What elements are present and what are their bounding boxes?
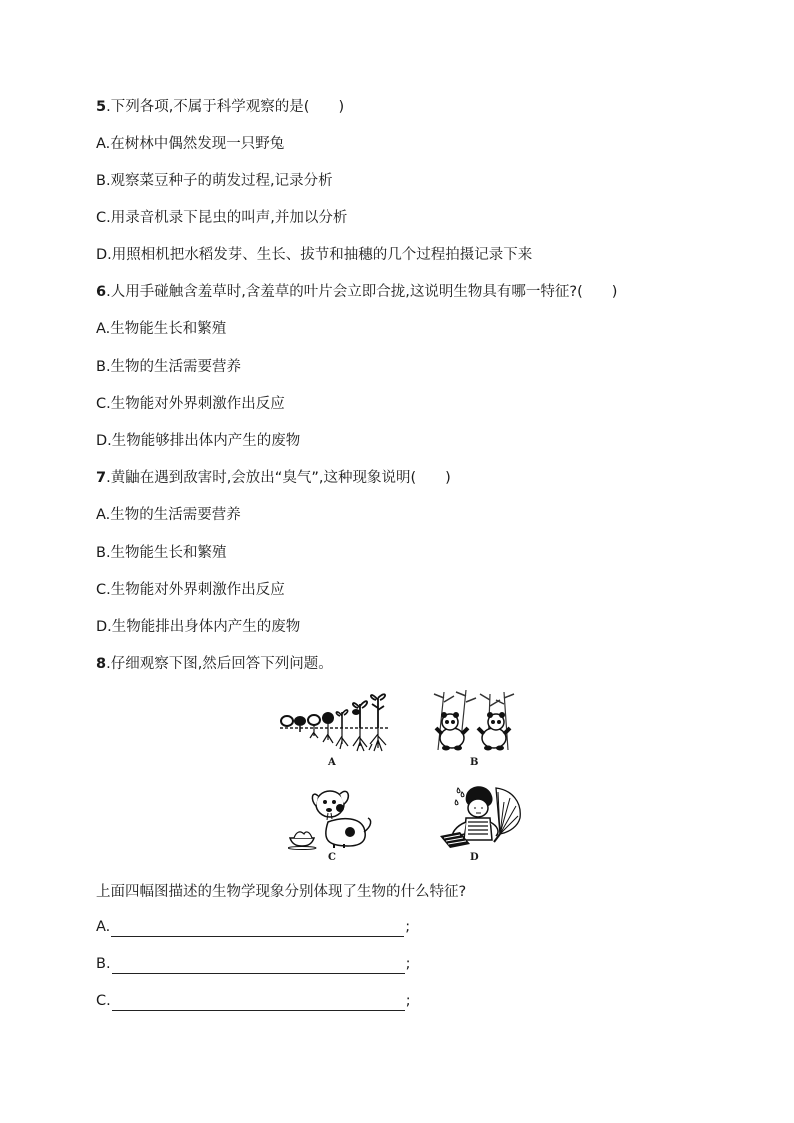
- answer-blank-c[interactable]: [112, 996, 405, 1011]
- question-6-option-c: C.生物能对外界刺激作出反应: [96, 396, 285, 412]
- sub-question: 上面四幅图描述的生物学现象分别体现了生物的什么特征?: [96, 884, 467, 900]
- figure-c-label: C: [328, 852, 336, 863]
- question-5-option-d: D.用照相机把水稻发芽、生长、拔节和抽穗的几个过程拍摄记录下来: [96, 247, 533, 263]
- answer-label-b: B.: [96, 956, 111, 972]
- figure-b-pandas-eating: [430, 688, 516, 754]
- figure-a-seed-germination: [278, 688, 390, 754]
- question-7-option-b: B.生物能生长和繁殖: [96, 545, 227, 561]
- question-6-stem: 6.人用手碰触含羞草时,含羞草的叶片会立即合拢,这说明生物具有哪一特征?( ): [96, 284, 618, 300]
- question-6-option-b: B.生物的生活需要营养: [96, 359, 242, 375]
- answer-end-c: ;: [405, 993, 411, 1009]
- figure-b-label: B: [470, 757, 479, 768]
- answer-row-a: [96, 917, 410, 937]
- question-5-option-b: B.观察菜豆种子的萌发过程,记录分析: [96, 173, 333, 189]
- answer-row-c: [96, 991, 411, 1011]
- answer-label-a: A.: [96, 919, 111, 935]
- answer-label-c: C.: [96, 993, 111, 1009]
- question-8-stem: 8.仔细观察下图,然后回答下列问题。: [96, 656, 333, 672]
- question-5-stem: 5.下列各项,不属于科学观察的是( ): [96, 99, 345, 115]
- answer-row-b: [96, 954, 410, 974]
- figure-d-label: D: [470, 852, 479, 863]
- answer-blank-a[interactable]: [111, 922, 404, 937]
- question-7-option-d: D.生物能排出身体内产生的废物: [96, 619, 301, 635]
- question-7-stem: 7.黄鼬在遇到敌害时,会放出“臭气”,这种现象说明( ): [96, 470, 451, 486]
- question-number: 7: [96, 470, 107, 486]
- question-number: 5: [96, 99, 107, 115]
- question-7-option-a: A.生物的生活需要营养: [96, 507, 241, 523]
- question-6-option-d: D.生物能够排出体内产生的废物: [96, 433, 301, 449]
- question-5-option-a: A.在树林中偶然发现一只野兔: [96, 136, 285, 152]
- question-5-option-c: C.用录音机录下昆虫的叫声,并加以分析: [96, 210, 348, 226]
- answer-end-b: ;: [405, 956, 411, 972]
- answer-blank-b[interactable]: [112, 959, 405, 974]
- answer-end-a: ;: [405, 919, 411, 935]
- question-number: 6: [96, 284, 107, 300]
- figure-d-person-sweating: [430, 782, 524, 850]
- figure-c-dog-salivating: [288, 782, 374, 850]
- question-7-option-c: C.生物能对外界刺激作出反应: [96, 582, 285, 598]
- figure-a-label: A: [328, 757, 336, 768]
- question-6-option-a: A.生物能生长和繁殖: [96, 321, 227, 337]
- question-number: 8: [96, 656, 107, 672]
